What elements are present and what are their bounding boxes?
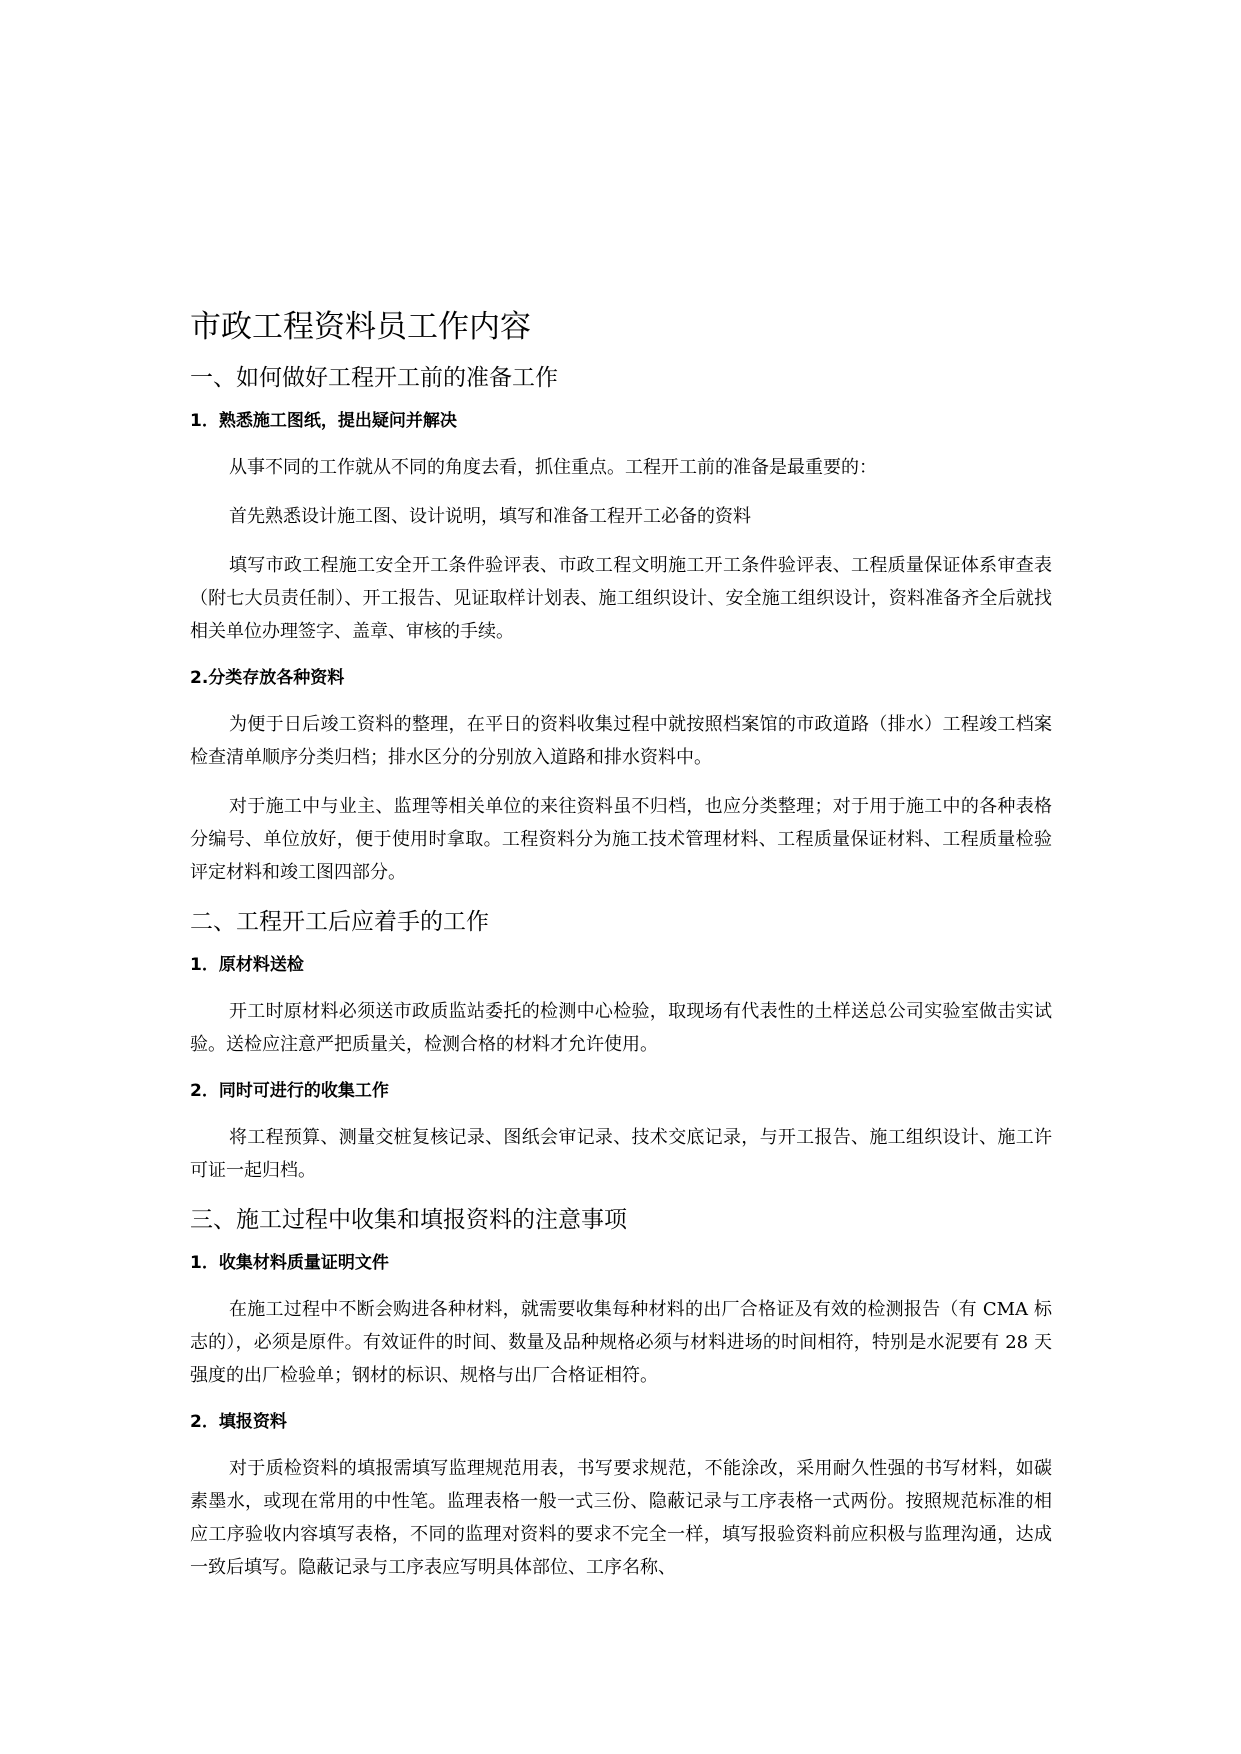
section-heading: 三、施工过程中收集和填报资料的注意事项 [190,1207,627,1233]
subsection-heading: 1．收集材料质量证明文件 [190,1253,389,1273]
paragraph: 填写市政工程施工安全开工条件验评表、市政工程文明施工开工条件验评表、工程质量保证体系审查表（附七大员责任制）、开工报告、见证取样计划表、施工组织设计、安全施工组织设计，资料准备齐全后就找相关单位办理签字、盖章、审核的手续。 [190,555,1052,642]
section-heading: 二、工程开工后应着手的工作 [190,909,489,935]
paragraph: 对于质检资料的填报需填写监理规范用表，书写要求规范，不能涂改，采用耐久性强的书写材料，如碳素墨水，或现在常用的中性笔。监理表格一般一式三份、隐蔽记录与工序表格一式两份。按照规范标准的相应工序验收内容填写表格，不同的监理对资料的要求不完全一样，填写报验资料前应积极与监理沟通，达成一致后填写。隐蔽记录与工序表应写明具体部位、工序名称、 [190,1458,1052,1578]
subsection-heading: 1．原材料送检 [190,955,304,975]
subsection-heading: 2.分类存放各种资料 [190,668,345,688]
subsection-heading: 2．同时可进行的收集工作 [190,1081,389,1101]
paragraph: 开工时原材料必须送市政质监站委托的检测中心检验，取现场有代表性的土样送总公司实验室做击实试验。送检应注意严把质量关，检测合格的材料才允许使用。 [190,1001,1052,1055]
section-heading: 一、如何做好工程开工前的准备工作 [190,365,558,391]
paragraph: 为便于日后竣工资料的整理，在平日的资料收集过程中就按照档案馆的市政道路（排水）工程竣工档案检查清单顺序分类归档；排水区分的分别放入道路和排水资料中。 [190,714,1052,768]
paragraph: 从事不同的工作就从不同的角度去看，抓住重点。工程开工前的准备是最重要的： [229,457,877,478]
paragraph: 将工程预算、测量交桩复核记录、图纸会审记录、技术交底记录，与开工报告、施工组织设计、施工许可证一起归档。 [190,1127,1052,1181]
paragraph: 对于施工中与业主、监理等相关单位的来往资料虽不归档，也应分类整理；对于用于施工中的各种表格分编号、单位放好，便于使用时拿取。工程资料分为施工技术管理材料、工程质量保证材料、工程质量检验评定材料和竣工图四部分。 [190,796,1052,883]
document-title: 市政工程资料员工作内容 [190,309,531,345]
subsection-heading: 1．熟悉施工图纸，提出疑问并解决 [190,411,457,431]
paragraph: 首先熟悉设计施工图、设计说明，填写和准备工程开工必备的资料 [229,506,751,527]
subsection-heading: 2．填报资料 [190,1412,287,1432]
document-body [190,305,1052,1600]
paragraph: 在施工过程中不断会购进各种材料，就需要收集每种材料的出厂合格证及有效的检测报告（有 CMA 标志的），必须是原件。有效证件的时间、数量及品种规格必须与材料进场的时间相符，特别是水泥要有 28 天强度的出厂检验单；钢材的标识、规格与出厂合格证相符。 [190,1299,1052,1386]
